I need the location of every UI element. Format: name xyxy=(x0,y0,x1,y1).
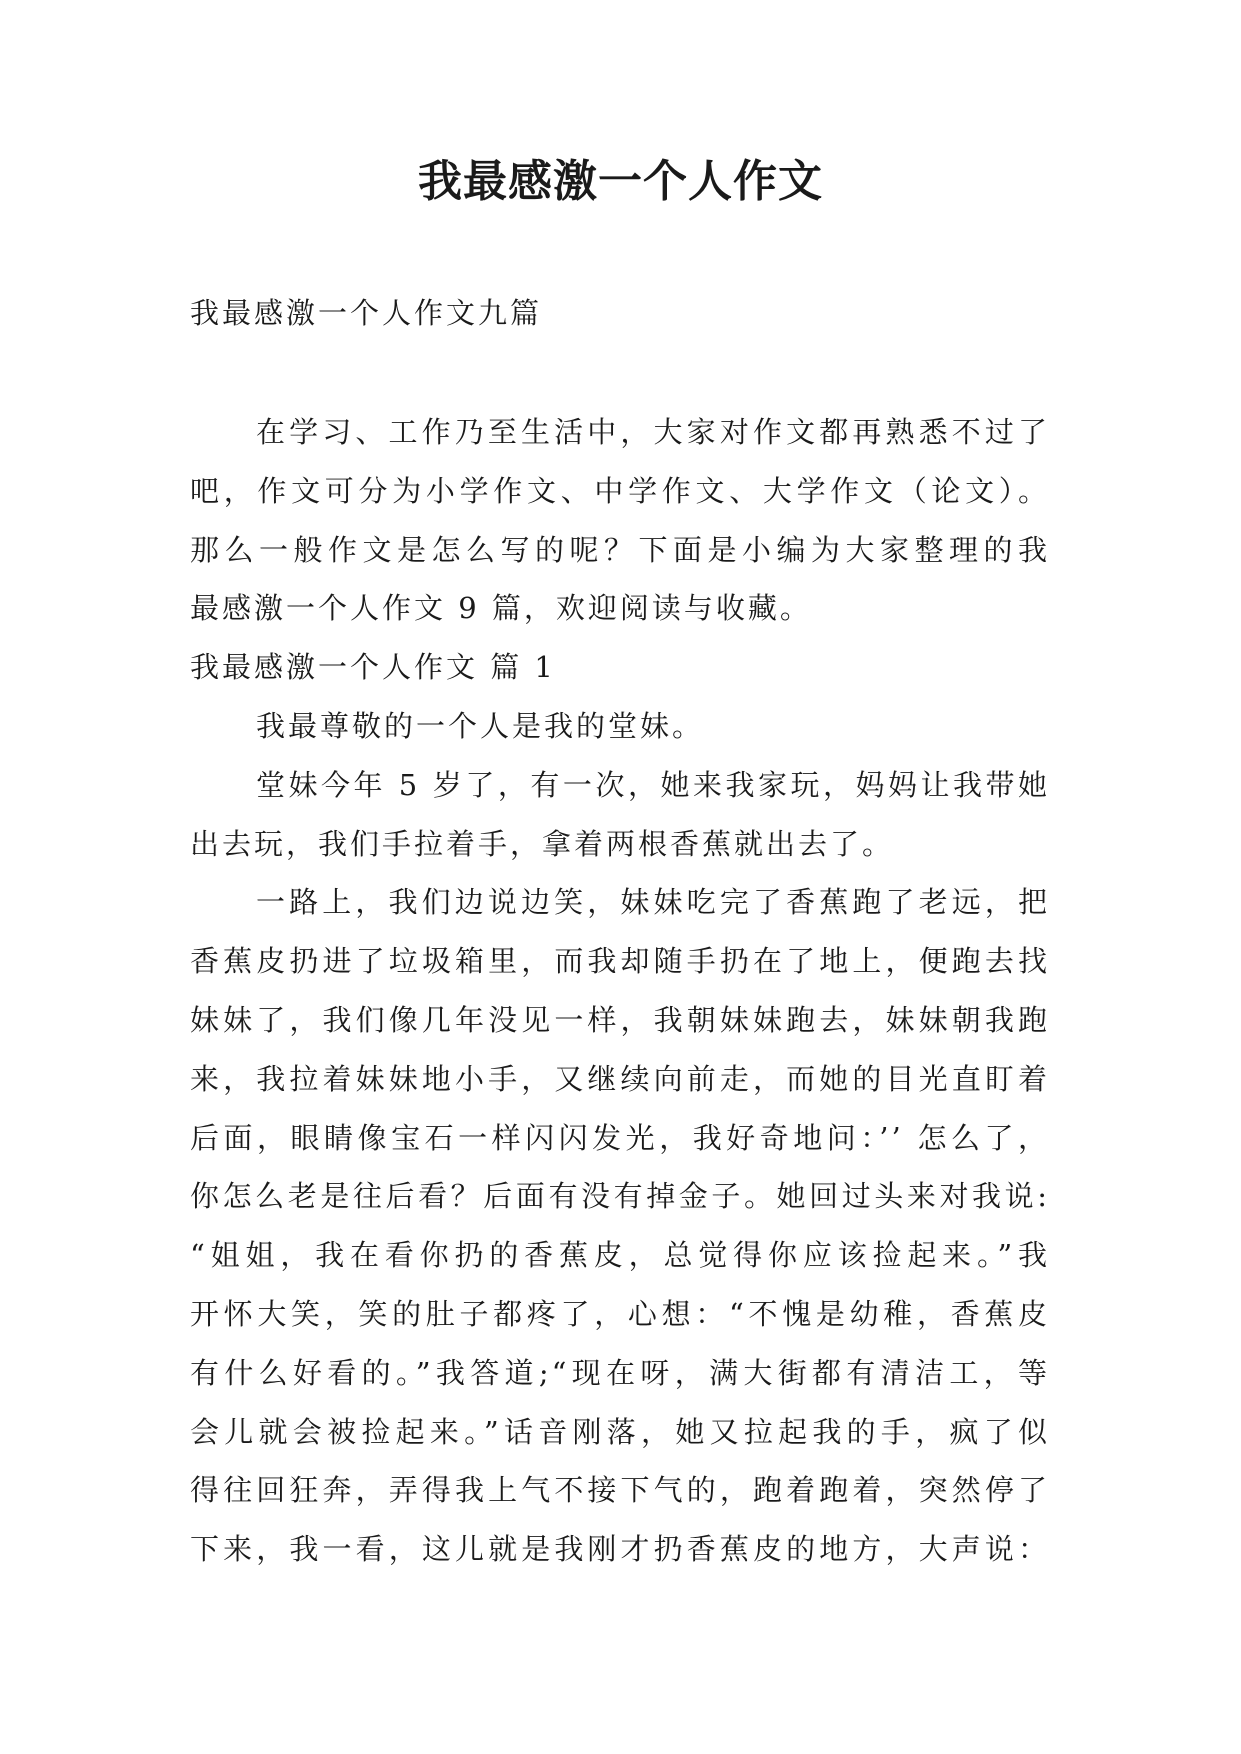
document-body xyxy=(190,403,1050,1579)
body-line-8: 出去玩，我们手拉着手，拿着两根香蕉就出去了。 xyxy=(190,826,895,861)
body-line-12: 来，我拉着妹妹地小手，又继续向前走，而她的目光直盯着 xyxy=(190,1061,1050,1096)
body-line-17: 有什么好看的。”我答道;“现在呀，满大街都有清洁工，等 xyxy=(190,1355,1050,1390)
body-line-3: 那么一般作文是怎么写的呢？下面是小编为大家整理的我 xyxy=(190,532,1050,567)
body-line-1: 在学习、工作乃至生活中，大家对作文都再熟悉不过了 xyxy=(256,415,1050,449)
body-line-6: 我最尊敬的一个人是我的堂妹。 xyxy=(256,708,705,743)
document-subtitle: 我最感激一个人作文九篇 xyxy=(190,296,543,330)
body-line-15: “姐姐，我在看你扔的香蕉皮，总觉得你应该捡起来。”我 xyxy=(190,1238,1050,1273)
body-line-4: 最感激一个人作文 9 篇，欢迎阅读与收藏。 xyxy=(190,591,812,626)
body-line-9: 一路上，我们边说边笑，妹妹吃完了香蕉跑了老远，把 xyxy=(256,885,1050,920)
body-line-11: 妹妹了，我们像几年没见一样，我朝妹妹跑去，妹妹朝我跑 xyxy=(190,1002,1050,1037)
body-line-16: 开怀大笑，笑的肚子都疼了，心想：“不愧是幼稚，香蕉皮 xyxy=(190,1296,1050,1331)
body-line-19: 得往回狂奔，弄得我上气不接下气的，跑着跑着，突然停了 xyxy=(190,1473,1050,1508)
body-line-10: 香蕉皮扔进了垃圾箱里，而我却随手扔在了地上，便跑去找 xyxy=(190,944,1050,979)
section-heading-1: 我最感激一个人作文 篇 1 xyxy=(190,650,556,685)
body-line-13: 后面，眼睛像宝石一样闪闪发光，我好奇地问：’’ 怎么了， xyxy=(190,1120,1050,1155)
body-line-14: 你怎么老是往后看？后面有没有掉金子。她回过头来对我说: xyxy=(190,1179,1050,1214)
body-line-20: 下来，我一看，这儿就是我刚才扔香蕉皮的地方，大声说： xyxy=(190,1532,1050,1567)
document-title: 我最感激一个人作文 xyxy=(418,156,823,207)
body-line-18: 会儿就会被捡起来。”话音刚落，她又拉起我的手，疯了似 xyxy=(190,1414,1050,1449)
body-line-2: 吧，作文可分为小学作文、中学作文、大学作文（论文）。 xyxy=(190,473,1050,508)
body-line-7: 堂妹今年 5 岁了，有一次，她来我家玩，妈妈让我带她 xyxy=(256,767,1050,802)
